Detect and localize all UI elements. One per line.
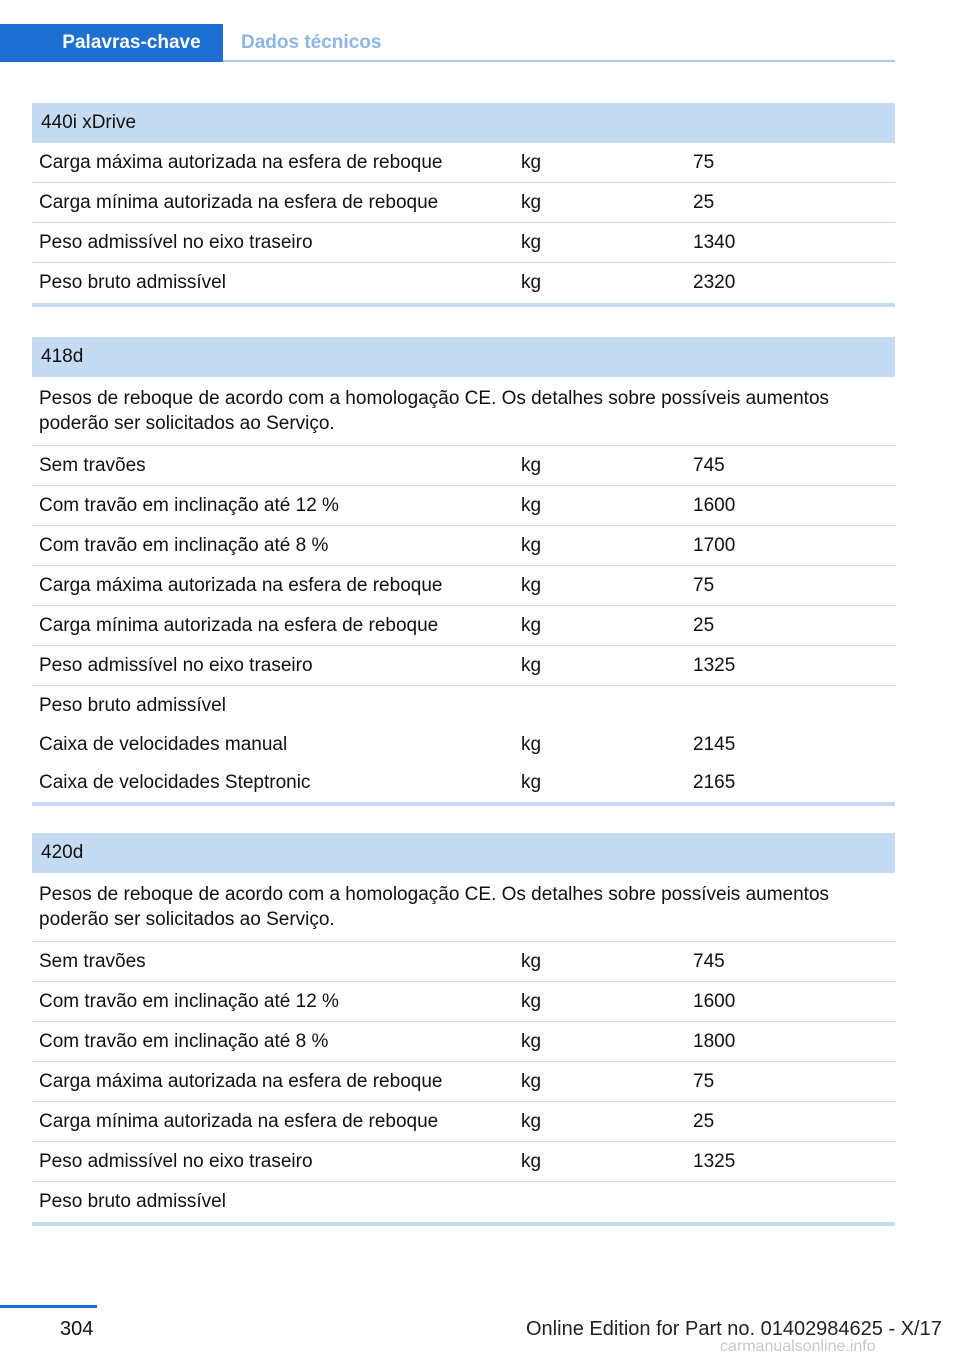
row-unit: kg <box>521 272 542 293</box>
row-label: Sem travões <box>39 454 146 476</box>
row-unit: kg <box>521 1110 542 1132</box>
table-title: 420d <box>32 833 895 873</box>
table-440i-xdrive <box>32 103 895 307</box>
tab-palavras-chave[interactable]: Palavras-chave <box>0 24 223 62</box>
row-label: Peso admissível no eixo traseiro <box>39 231 313 253</box>
table-note: Pesos de reboque de acordo com a homologação CE. Os detalhes sobre possíveis aumentos poderão ser solicitados ao Serviço. <box>32 873 895 942</box>
row-unit: kg <box>521 950 542 972</box>
row-value: 1325 <box>693 1150 736 1172</box>
row-unit: kg <box>521 1150 542 1172</box>
row-value: 1800 <box>693 1030 736 1052</box>
table-row <box>32 223 895 263</box>
row-label: Peso admissível no eixo traseiro <box>39 654 313 676</box>
row-label: Carga mínima autorizada na esfera de reboque <box>39 614 439 636</box>
table-note: Pesos de reboque de acordo com a homologação CE. Os detalhes sobre possíveis aumentos poderão ser solicitados ao Serviço. <box>32 377 895 446</box>
page-number-rule <box>0 1305 97 1308</box>
row-label: Carga mínima autorizada na esfera de reboque <box>39 1110 439 1132</box>
table-row <box>32 1102 895 1142</box>
table-end-rule <box>32 1222 895 1226</box>
row-unit: kg <box>521 231 542 253</box>
watermark: carmanualsonline.info <box>720 1338 876 1355</box>
row-value: 75 <box>693 574 715 596</box>
table-title: 418d <box>32 337 895 377</box>
table-row <box>32 1182 895 1222</box>
row-unit: kg <box>521 151 542 173</box>
row-value: 25 <box>693 191 715 213</box>
row-label: Sem travões <box>39 950 146 972</box>
row-unit: kg <box>521 772 542 793</box>
row-label: Com travão em inclinação até 12 % <box>39 494 339 516</box>
row-label: Carga máxima autorizada na esfera de reboque <box>39 151 443 173</box>
table-row <box>32 1062 895 1102</box>
table-418d <box>32 337 895 806</box>
row-label: Caixa de velocidades manual <box>39 734 288 755</box>
table-row <box>32 942 895 982</box>
table-row <box>32 1142 895 1182</box>
table-title: 440i xDrive <box>32 103 895 143</box>
row-unit: kg <box>521 1030 542 1052</box>
table-row <box>32 566 895 606</box>
row-value: 2165 <box>693 772 736 793</box>
row-label: Peso bruto admissível <box>39 1191 226 1212</box>
table-row <box>32 1022 895 1062</box>
row-value: 25 <box>693 1110 715 1132</box>
row-label: Com travão em inclinação até 12 % <box>39 990 339 1012</box>
row-label: Peso admissível no eixo traseiro <box>39 1150 313 1172</box>
row-label: Peso bruto admissível <box>39 272 226 293</box>
header-bar <box>0 24 895 62</box>
table-row <box>32 646 895 686</box>
table-row <box>32 982 895 1022</box>
row-unit: kg <box>521 454 542 476</box>
row-value: 2145 <box>693 734 736 755</box>
row-value: 1600 <box>693 494 736 516</box>
row-value: 25 <box>693 614 715 636</box>
table-row <box>32 486 895 526</box>
tab-dados-tecnicos[interactable]: Dados técnicos <box>241 32 382 53</box>
table-row <box>32 686 895 726</box>
row-value: 2320 <box>693 272 736 293</box>
row-unit: kg <box>521 534 542 556</box>
row-label: Com travão em inclinação até 8 % <box>39 534 329 556</box>
table-420d <box>32 833 895 1226</box>
page-number: 304 <box>60 1318 94 1340</box>
row-unit: kg <box>521 494 542 516</box>
table-row <box>32 263 895 303</box>
row-label: Com travão em inclinação até 8 % <box>39 1030 329 1052</box>
table-end-rule <box>32 802 895 806</box>
row-label: Carga mínima autorizada na esfera de reboque <box>39 191 439 213</box>
row-label: Caixa de velocidades Steptronic <box>39 772 311 793</box>
table-row <box>32 606 895 646</box>
edition-note: Online Edition for Part no. 01402984625 - X/17 <box>526 1318 942 1340</box>
row-value: 1600 <box>693 990 736 1012</box>
row-unit: kg <box>521 1070 542 1092</box>
table-row <box>32 764 895 802</box>
row-label: Peso bruto admissível <box>39 695 226 716</box>
row-unit: kg <box>521 191 542 213</box>
row-unit: kg <box>521 654 542 676</box>
row-unit: kg <box>521 734 542 755</box>
table-row <box>32 446 895 486</box>
table-row <box>32 183 895 223</box>
row-value: 1340 <box>693 231 736 253</box>
row-value: 75 <box>693 1070 715 1092</box>
header-divider <box>223 60 895 62</box>
table-row <box>32 726 895 764</box>
row-unit: kg <box>521 614 542 636</box>
row-label: Carga máxima autorizada na esfera de reboque <box>39 574 443 596</box>
row-label: Carga máxima autorizada na esfera de reboque <box>39 1070 443 1092</box>
table-end-rule <box>32 303 895 307</box>
table-row <box>32 526 895 566</box>
row-value: 745 <box>693 950 725 972</box>
row-unit: kg <box>521 990 542 1012</box>
row-value: 75 <box>693 151 715 173</box>
row-value: 745 <box>693 454 725 476</box>
row-value: 1700 <box>693 534 736 556</box>
table-row <box>32 143 895 183</box>
row-unit: kg <box>521 574 542 596</box>
row-value: 1325 <box>693 654 736 676</box>
